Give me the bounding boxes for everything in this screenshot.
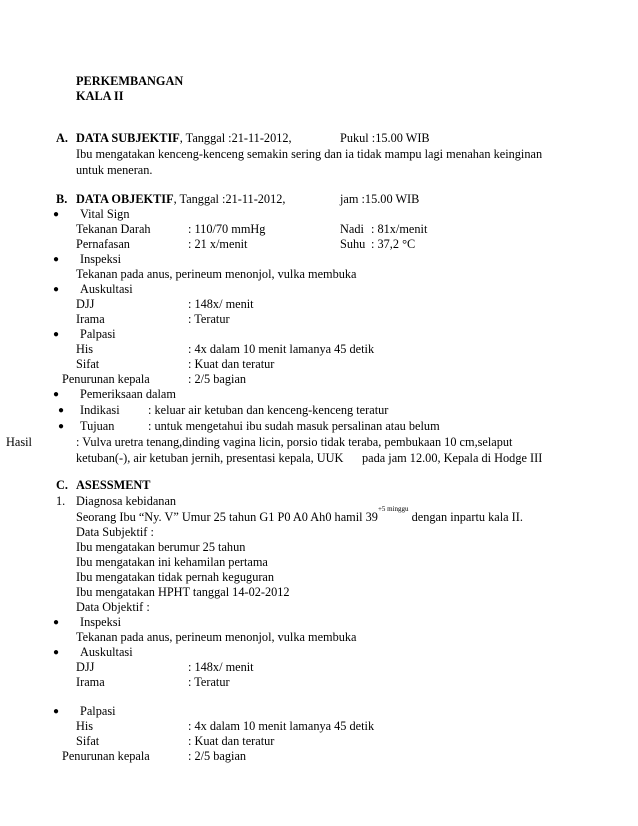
bullet-icon: ● [53, 647, 60, 658]
c-penurunan-label: Penurunan kepala [62, 749, 150, 763]
doc-title-line1: PERKEMBANGAN [76, 74, 184, 88]
c-his-value: : 4x dalam 10 menit lamanya 45 detik [188, 719, 375, 733]
penurunan-value: : 2/5 bagian [188, 372, 247, 386]
ds-item-3: Ibu mengatakan tidak pernah keguguran [76, 570, 275, 584]
djj-value: : 148x/ menit [188, 297, 254, 311]
c-inspeksi-label: Inspeksi [80, 615, 121, 629]
palpasi-label: Palpasi [80, 327, 116, 341]
bullet-icon: ● [53, 617, 60, 628]
doc-title-line2: KALA II [76, 89, 124, 103]
hasil-text-2a: ketuban(-), air ketuban jernih, presentasi kepala, UUK [76, 451, 344, 465]
hasil-label: Hasil [6, 435, 32, 449]
c-palpasi-label: Palpasi [80, 704, 116, 718]
hasil-text-2b: pada jam 12.00, Kepala di Hodge III [362, 451, 543, 465]
section-b-date: , Tanggal :21-11-2012, [173, 192, 286, 206]
his-value: : 4x dalam 10 menit lamanya 45 detik [188, 342, 375, 356]
section-a-header [76, 131, 292, 146]
sifat-value: : Kuat dan teratur [188, 357, 275, 371]
td-value: : 110/70 mmHg [188, 222, 266, 236]
c-irama-value: : Teratur [188, 675, 230, 689]
item-number: 1. [56, 494, 66, 508]
section-b-time: jam :15.00 WIB [340, 192, 420, 206]
hasil-text-1: : Vulva uretra tenang,dinding vagina licin, porsio tidak teraba, pembukaan 10 cm,selaput [76, 435, 513, 449]
suhu-label: Suhu [340, 237, 366, 251]
bullet-icon: ● [58, 405, 65, 416]
bullet-icon: ● [58, 421, 65, 432]
c-djj-label: DJJ [76, 660, 95, 674]
diagnosa-superscript: +5 minggu [377, 505, 409, 513]
irama-label: Irama [76, 312, 105, 326]
section-b-heading: DATA OBJEKTIF [76, 192, 174, 206]
penurunan-label: Penurunan kepala [62, 372, 150, 386]
bullet-icon: ● [53, 254, 60, 265]
c-auskultasi-label: Auskultasi [80, 645, 133, 659]
ds-item-4: Ibu mengatakan HPHT tanggal 14-02-2012 [76, 585, 290, 599]
do-heading: Data Objektif : [76, 600, 150, 614]
his-label: His [76, 342, 94, 356]
bullet-icon: ● [53, 706, 60, 717]
djj-label: DJJ [76, 297, 95, 311]
diagnosa-label: Diagnosa kebidanan [76, 494, 177, 508]
section-a-label: A. [56, 131, 68, 145]
pemeriksaan-label: Pemeriksaan dalam [80, 387, 176, 401]
inspeksi-label: Inspeksi [80, 252, 121, 266]
bullet-icon: ● [53, 389, 60, 400]
ds-item-2: Ibu mengatakan ini kehamilan pertama [76, 555, 268, 569]
inspeksi-text: Tekanan pada anus, perineum menonjol, vulka membuka [76, 267, 357, 281]
vital-sign-label: Vital Sign [80, 207, 130, 221]
c-irama-label: Irama [76, 675, 105, 689]
section-a-text-2: untuk meneran. [76, 163, 153, 177]
diagnosa-text-end: dengan inpartu kala II. [408, 510, 523, 524]
section-b-label: B. [56, 192, 68, 206]
nadi-label: Nadi [340, 222, 364, 236]
bullet-icon: ● [53, 209, 60, 220]
section-a-heading: DATA SUBJEKTIF [76, 131, 180, 145]
ds-heading: Data Subjektif : [76, 525, 154, 539]
c-sifat-value: : Kuat dan teratur [188, 734, 275, 748]
bullet-icon: ● [53, 329, 60, 340]
section-c-label: C. [56, 478, 68, 492]
indikasi-label: Indikasi [80, 403, 120, 417]
rr-label: Pernafasan [76, 237, 130, 251]
td-label: Tekanan Darah [76, 222, 151, 236]
section-a-time: Pukul :15.00 WIB [340, 131, 430, 145]
c-djj-value: : 148x/ menit [188, 660, 254, 674]
c-penurunan-value: : 2/5 bagian [188, 749, 247, 763]
tujuan-value: : untuk mengetahui ibu sudah masuk persalinan atau belum [148, 419, 440, 433]
rr-value: : 21 x/menit [188, 237, 248, 251]
nadi-value: : 81x/menit [371, 222, 428, 236]
tujuan-label: Tujuan [80, 419, 115, 433]
bullet-icon: ● [53, 284, 60, 295]
c-inspeksi-text: Tekanan pada anus, perineum menonjol, vulka membuka [76, 630, 357, 644]
indikasi-value: : keluar air ketuban dan kenceng-kenceng teratur [148, 403, 389, 417]
suhu-value: : 37,2 °C [371, 237, 416, 251]
irama-value: : Teratur [188, 312, 230, 326]
section-c-heading: ASESSMENT [76, 478, 151, 492]
c-his-label: His [76, 719, 94, 733]
diagnosa-text-main: Seorang Ibu “Ny. V” Umur 25 tahun G1 P0 A0 Ah0 hamil 39 [76, 510, 378, 524]
section-a-date: , Tanggal :21-11-2012, [179, 131, 292, 145]
c-sifat-label: Sifat [76, 734, 100, 748]
auskultasi-label: Auskultasi [80, 282, 133, 296]
ds-item-1: Ibu mengatakan berumur 25 tahun [76, 540, 246, 554]
section-a-text-1: Ibu mengatakan kenceng-kenceng semakin sering dan ia tidak mampu lagi menahan keinginan [76, 147, 543, 161]
sifat-label: Sifat [76, 357, 100, 371]
section-b-header [76, 192, 285, 207]
diagnosa-text [76, 505, 523, 525]
